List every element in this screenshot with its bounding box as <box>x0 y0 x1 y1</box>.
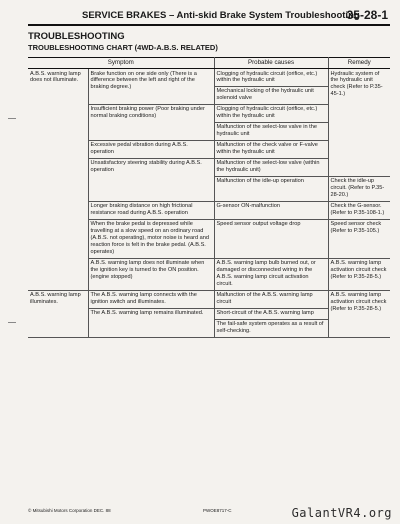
symptom-text: A.B.S. warning lamp illuminates. <box>30 292 81 306</box>
binding-mark <box>8 322 16 323</box>
remedy-cell <box>328 69 390 177</box>
cause-text: Short-circuit of the A.B.S. warning lamp <box>216 310 314 317</box>
remedy-cell <box>328 201 390 219</box>
remedy-text: A.B.S. warning lamp activation circuit check (Refer to P.35-28-5.) <box>330 292 387 313</box>
cause-text: A.B.S. warning lamp bulb burned out, or damaged or disconnected wiring in the A.B.S. warning lamp circuit activation circuit. <box>216 260 316 288</box>
symptom-text: A.B.S. warning lamp does not illuminate. <box>30 70 81 84</box>
description-text: A.B.S. warning lamp does not illuminate when the ignition key is turned to the ON position. (engine stopped) <box>90 260 205 281</box>
section-title: TROUBLESHOOTING <box>28 31 125 42</box>
description-cell <box>88 140 214 158</box>
table-header-row <box>28 58 390 69</box>
cause-cell <box>214 258 328 290</box>
cause-cell <box>214 201 328 219</box>
cause-cell <box>214 122 328 140</box>
cause-text: G-sensor ON-malfunction <box>216 203 280 210</box>
footer-copyright: © Mitsubishi Motors Corporation DEC. 88 <box>28 508 111 513</box>
description-text: Excessive pedal vibration during A.B.S. operation <box>90 142 188 156</box>
description-text: The A.B.S. warning lamp remains illuminated. <box>90 310 204 317</box>
table-row <box>28 290 390 308</box>
description-cell <box>88 158 214 201</box>
symptom-header: Symptom <box>28 58 214 69</box>
cause-text: Clogging of hydraulic circuit (orifice, etc.) within the hydraulic unit <box>216 70 318 84</box>
header-subtitle: – Anti-skid Brake System Troubleshooting <box>168 10 360 21</box>
remedy-text: Hydraulic system of the hydraulic unit check (Refer to P.35-45-1.) <box>330 70 383 98</box>
cause-text: Malfunction of the select-low valve in the hydraulic unit <box>216 124 317 138</box>
remedy-cell <box>328 219 390 258</box>
cause-text: Mechanical locking of the hydraulic unit solenoid valve <box>216 88 314 102</box>
description-text: Longer braking distance on high frictional resistance road during A.B.S. operation <box>90 203 193 217</box>
page-header <box>28 7 390 26</box>
footer-doc-code: PWOE8717-C <box>203 508 232 513</box>
watermark: GalantVR4.org <box>291 506 392 520</box>
description-text: Insufficient braking power (Poor braking under normal braking conditions) <box>90 106 205 120</box>
cause-cell <box>214 176 328 201</box>
troubleshooting-table <box>28 57 390 338</box>
cause-text: Malfunction of the A.B.S. warning lamp circuit <box>216 292 313 306</box>
header-section: SERVICE BRAKES <box>82 10 167 21</box>
remedy-cell <box>328 176 390 201</box>
symptom-cell <box>28 290 88 337</box>
causes-header: Probable causes <box>214 58 328 69</box>
description-cell <box>88 69 214 105</box>
cause-text: Speed sensor output voltage drop <box>216 221 301 228</box>
cause-cell <box>214 104 328 122</box>
remedy-cell <box>328 258 390 290</box>
cause-text: Malfunction of the select-low valve (within the hydraulic unit) <box>216 160 320 174</box>
cause-cell <box>214 290 328 308</box>
cause-text: Clogging of hydraulic circuit (orifice, etc.) within the hydraulic unit <box>216 106 318 120</box>
page-number: 35-28-1 <box>346 8 388 22</box>
cause-cell <box>214 69 328 87</box>
remedy-text: A.B.S. warning lamp activation circuit check (Refer to P.35-28-5.) <box>330 260 387 281</box>
remedy-text: Check the G-sensor. (Refer to P.35-108-1.) <box>330 203 385 217</box>
cause-cell <box>214 219 328 258</box>
cause-cell <box>214 319 328 337</box>
cause-cell <box>214 158 328 176</box>
cause-text: Malfunction of the idle-up operation <box>216 178 304 185</box>
remedy-text: Check the idle-up circuit. (Refer to P.35-28-20.) <box>330 178 385 199</box>
description-text: When the brake pedal is depressed while travelling at a slow speed on an ordinary road (A.B.S. not operating), motor noise is heard and reaction force is felt in the brake pedal. (A.B.S. operates) <box>90 221 209 256</box>
description-cell <box>88 104 214 140</box>
table-row <box>28 69 390 87</box>
remedy-cell <box>328 290 390 337</box>
description-cell <box>88 258 214 290</box>
cause-text: The fail-safe system operates as a result of self-checking. <box>216 321 324 335</box>
description-text: The A.B.S. warning lamp connects with the ignition switch and illuminates. <box>90 292 197 306</box>
cause-cell <box>214 140 328 158</box>
symptom-cell <box>28 69 88 291</box>
cause-cell <box>214 86 328 104</box>
cause-cell <box>214 308 328 319</box>
description-text: Unsatisfactory steering stability during A.B.S. operation <box>90 160 202 174</box>
description-cell <box>88 290 214 308</box>
chart-title: TROUBLESHOOTING CHART (4WD-A.B.S. RELATED) <box>28 43 218 52</box>
binding-mark <box>8 118 16 119</box>
remedy-header: Remedy <box>328 58 390 69</box>
cause-text: Malfunction of the check valve or F-valve within the hydraulic unit <box>216 142 318 156</box>
description-cell <box>88 308 214 337</box>
description-cell <box>88 219 214 258</box>
description-cell <box>88 201 214 219</box>
description-text: Brake function on one side only (There is a difference between the left and right of the braking degree.) <box>90 70 197 91</box>
remedy-text: Speed sensor check (Refer to P.35-105.) <box>330 221 382 235</box>
header-title <box>82 10 360 21</box>
